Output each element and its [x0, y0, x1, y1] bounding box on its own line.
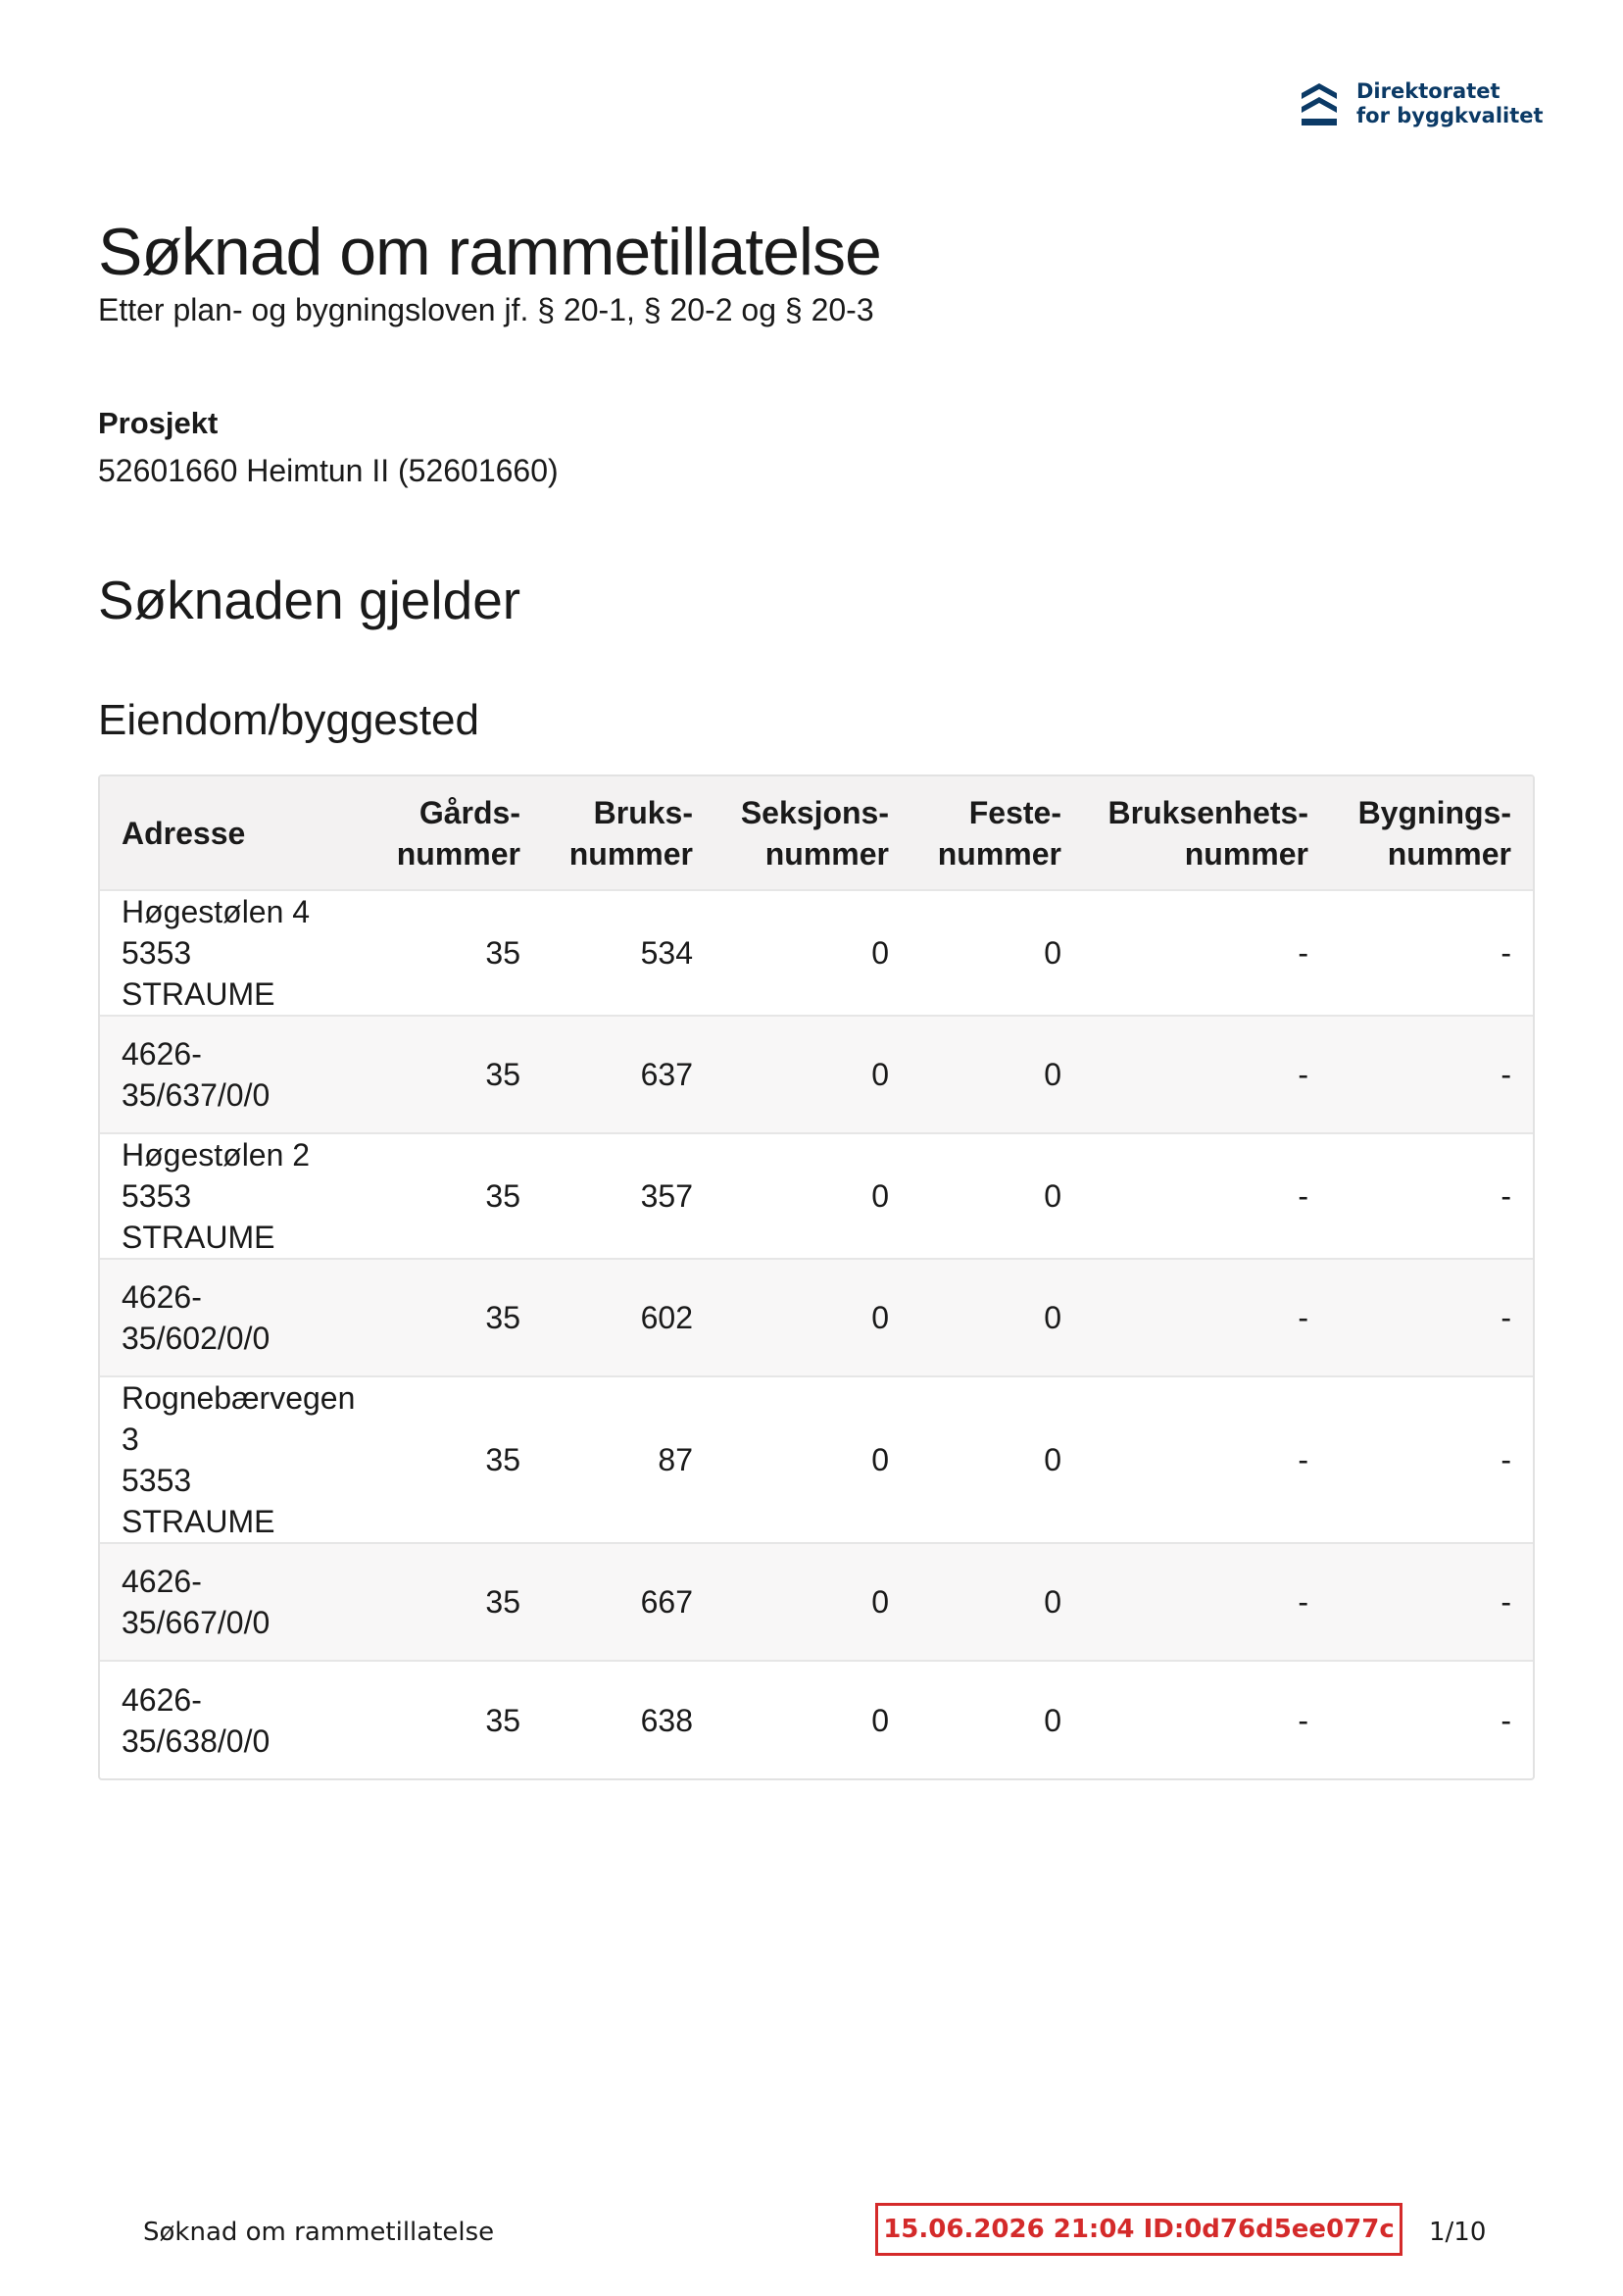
cell-gardsnummer: 35 [485, 935, 520, 971]
cell-gardsnummer: 35 [485, 1057, 520, 1092]
cell-seksjonsnummer: 0 [871, 935, 889, 971]
cell-seksjonsnummer: 0 [871, 1702, 889, 1738]
header-label: Feste- [968, 794, 1061, 830]
header-label: Bruksenhets- [1107, 794, 1308, 830]
logo-line-1: Direktoratet [1356, 79, 1500, 103]
header-bruksenhetsnummer [1083, 776, 1330, 890]
cell-adresse: Høgestølen 4 5353 STRAUME [122, 894, 311, 1012]
cell-adresse: Høgestølen 2 5353 STRAUME [122, 1137, 311, 1255]
table-row [100, 1543, 1533, 1661]
cell-bygningsnummer: - [1500, 1442, 1511, 1477]
cell-bygningsnummer: - [1500, 1300, 1511, 1335]
header-bygningsnummer [1330, 776, 1533, 890]
header-label: Bruks- [593, 794, 693, 830]
property-table [100, 776, 1533, 1778]
cell-festenummer: 0 [1044, 1300, 1061, 1335]
cell-bruksenhetsnummer: - [1298, 1057, 1308, 1092]
header-gardsnummer [369, 776, 542, 890]
cell-adresse: 4626- 35/638/0/0 [122, 1681, 270, 1759]
header-bruksnummer [542, 776, 714, 890]
dibk-logo [1300, 76, 1545, 131]
property-table-container [98, 774, 1535, 1780]
cell-festenummer: 0 [1044, 935, 1061, 971]
dibk-logo-icon [1300, 79, 1339, 128]
cell-gardsnummer: 35 [485, 1300, 520, 1335]
cell-festenummer: 0 [1044, 1057, 1061, 1092]
cell-bruksnummer: 534 [640, 935, 693, 971]
header-label: Adresse [122, 815, 246, 851]
table-header-row [100, 776, 1533, 890]
footer-timestamp-stamp: 15.06.2026 21:04 ID:0d76d5ee077c [875, 2203, 1402, 2256]
cell-gardsnummer: 35 [485, 1442, 520, 1477]
cell-bruksenhetsnummer: - [1298, 1300, 1308, 1335]
cell-seksjonsnummer: 0 [871, 1442, 889, 1477]
table-row [100, 1661, 1533, 1778]
cell-seksjonsnummer: 0 [871, 1584, 889, 1620]
cell-gardsnummer: 35 [485, 1702, 520, 1738]
header-label: Seksjons- [740, 794, 889, 830]
project-value: 52601660 Heimtun II (52601660) [98, 453, 559, 488]
cell-bygningsnummer: - [1500, 935, 1511, 971]
cell-seksjonsnummer: 0 [871, 1300, 889, 1335]
header-festenummer [910, 776, 1083, 890]
header-label: nummer [937, 835, 1061, 872]
cell-festenummer: 0 [1044, 1584, 1061, 1620]
cell-seksjonsnummer: 0 [871, 1057, 889, 1092]
cell-bygningsnummer: - [1500, 1702, 1511, 1738]
cell-bruksenhetsnummer: - [1298, 935, 1308, 971]
section-title: Søknaden gjelder [98, 570, 521, 630]
cell-bruksnummer: 87 [658, 1442, 693, 1477]
cell-gardsnummer: 35 [485, 1584, 520, 1620]
cell-adresse: Rognebærvegen 3 5353 STRAUME [122, 1380, 356, 1539]
cell-festenummer: 0 [1044, 1178, 1061, 1214]
cell-bruksenhetsnummer: - [1298, 1442, 1308, 1477]
header-label: nummer [568, 835, 693, 872]
cell-bruksnummer: 602 [640, 1300, 693, 1335]
cell-bruksenhetsnummer: - [1298, 1178, 1308, 1214]
project-label: Prosjekt [98, 406, 219, 440]
page-number: 1/10 [1429, 2218, 1487, 2247]
header-label: nummer [396, 835, 520, 872]
cell-adresse: 4626- 35/667/0/0 [122, 1564, 270, 1640]
header-label: nummer [764, 835, 889, 872]
header-label: Gårds- [418, 794, 520, 830]
property-section-title: Eiendom/byggested [98, 696, 479, 744]
table-row [100, 1376, 1533, 1543]
logo-line-2: for byggkvalitet [1356, 104, 1544, 127]
table-row [100, 1016, 1533, 1133]
cell-bygningsnummer: - [1500, 1584, 1511, 1620]
footer-title: Søknad om rammetillatelse [143, 2218, 495, 2247]
logo-text [1356, 79, 1544, 128]
cell-bruksnummer: 638 [640, 1702, 693, 1738]
header-label: Bygnings- [1357, 794, 1511, 830]
cell-festenummer: 0 [1044, 1702, 1061, 1738]
table-row [100, 1259, 1533, 1376]
table-body [100, 890, 1533, 1778]
cell-adresse: 4626- 35/602/0/0 [122, 1279, 270, 1356]
cell-bruksnummer: 357 [640, 1178, 693, 1214]
cell-bygningsnummer: - [1500, 1057, 1511, 1092]
cell-bruksnummer: 667 [640, 1584, 693, 1620]
cell-seksjonsnummer: 0 [871, 1178, 889, 1214]
header-adresse [100, 776, 369, 890]
document-subtitle: Etter plan- og bygningsloven jf. § 20-1, § 20-2 og § 20-3 [98, 292, 874, 327]
cell-bruksenhetsnummer: - [1298, 1584, 1308, 1620]
table-row [100, 890, 1533, 1016]
document-title: Søknad om rammetillatelse [98, 215, 881, 289]
cell-festenummer: 0 [1044, 1442, 1061, 1477]
table-row [100, 1133, 1533, 1259]
header-seksjonsnummer [714, 776, 910, 890]
cell-bruksenhetsnummer: - [1298, 1702, 1308, 1738]
cell-adresse: 4626- 35/637/0/0 [122, 1036, 270, 1113]
cell-gardsnummer: 35 [485, 1178, 520, 1214]
cell-bruksnummer: 637 [640, 1057, 693, 1092]
header-label: nummer [1184, 835, 1308, 872]
cell-bygningsnummer: - [1500, 1178, 1511, 1214]
header-label: nummer [1387, 835, 1511, 872]
